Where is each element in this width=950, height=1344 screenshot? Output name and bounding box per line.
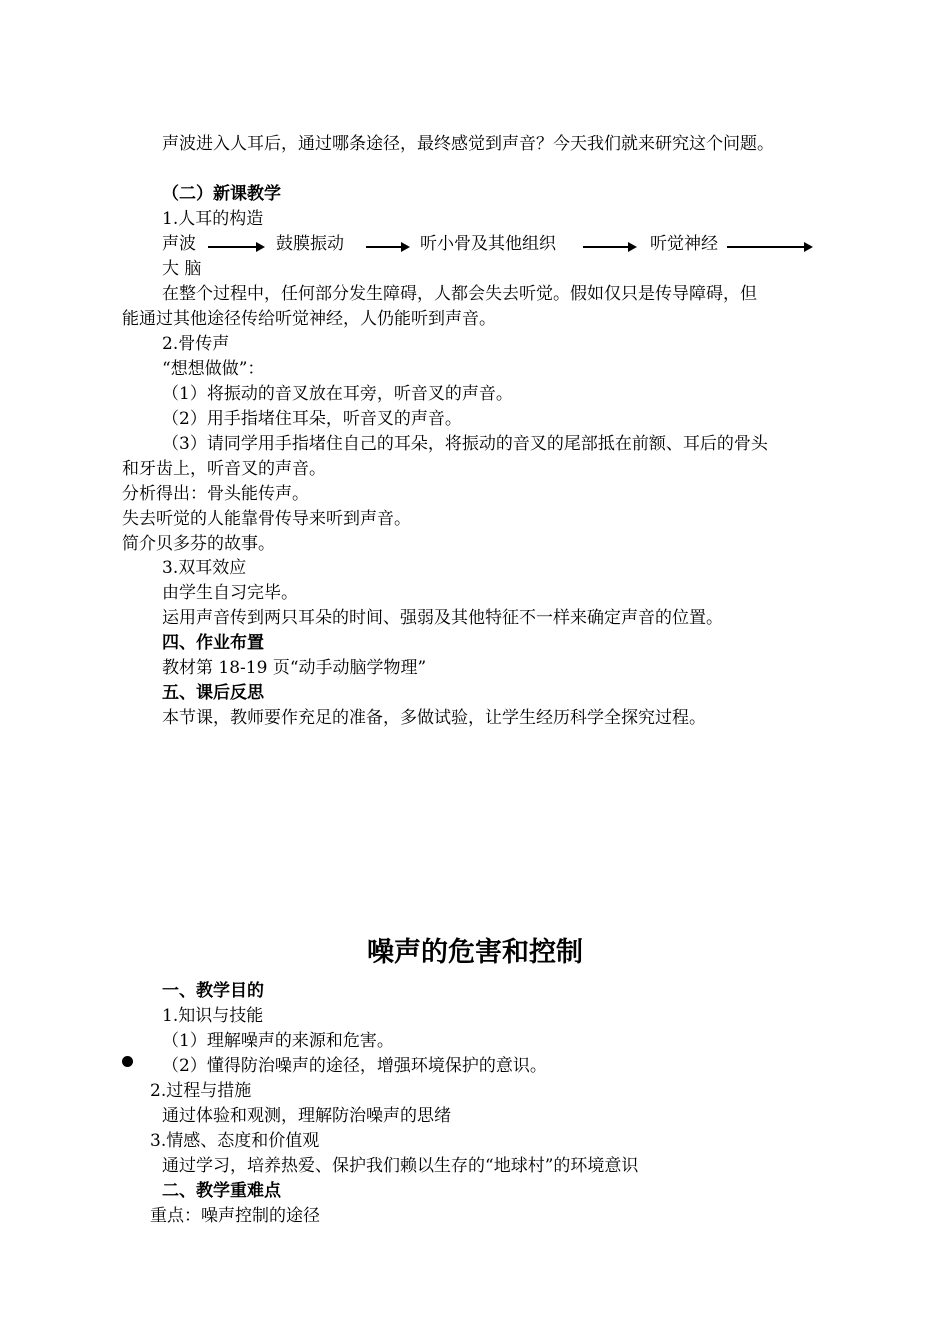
paragraph-line: 本节课，教师要作充足的准备，多做试验，让学生经历科学全探究过程。 — [162, 708, 706, 728]
flow-step-eardrum: 鼓膜振动 — [276, 234, 344, 254]
objective-item: （2）懂得防治噪声的途径，增强环境保护的意识。 — [162, 1056, 547, 1076]
flow-step-auditory-nerve: 听觉神经 — [650, 234, 718, 254]
activity-step: （3）请同学用手指堵住自己的耳朵，将振动的音叉的尾部抵在前额、耳后的骨头 — [162, 434, 768, 454]
flow-step-sound-wave: 声波 — [162, 234, 196, 254]
lesson-title: 噪声的危害和控制 — [367, 937, 583, 968]
flow-arrow — [208, 246, 263, 248]
paragraph-line: 失去听觉的人能靠骨传导来听到声音。 — [122, 509, 411, 529]
flow-step-ossicles: 听小骨及其他组织 — [420, 234, 556, 254]
intro-paragraph: 声波进入人耳后，通过哪条途径，最终感觉到声音？今天我们就来研究这个问题。 — [162, 134, 774, 154]
subheading-binaural-effect: 3.双耳效应 — [162, 558, 247, 578]
section-heading-homework: 四、作业布置 — [162, 633, 264, 653]
subheading-ear-structure: 1.人耳的构造 — [162, 209, 264, 229]
bullet-icon — [122, 1056, 133, 1067]
subheading-attitudes-values: 3.情感、态度和价值观 — [150, 1131, 320, 1151]
paragraph-line: 通过体验和观测，理解防治噪声的思绪 — [162, 1106, 451, 1126]
section-heading-objectives: 一、教学目的 — [162, 981, 264, 1001]
flow-arrow — [583, 246, 635, 248]
objective-item: （1）理解噪声的来源和危害。 — [162, 1031, 394, 1051]
paragraph-line: 由学生自习完毕。 — [162, 583, 298, 603]
activity-step: （2）用手指堵住耳朵，听音叉的声音。 — [162, 409, 462, 429]
subheading-process-methods: 2.过程与措施 — [150, 1081, 252, 1101]
paragraph-line: 分析得出：骨头能传声。 — [122, 484, 309, 504]
subheading-knowledge-skills: 1.知识与技能 — [162, 1006, 264, 1026]
section-heading-reflection: 五、课后反思 — [162, 683, 264, 703]
subheading-bone-conduction: 2.骨传声 — [162, 334, 230, 354]
paragraph-line: 通过学习，培养热爱、保护我们赖以生存的“地球村”的环境意识 — [162, 1156, 639, 1176]
paragraph-line: 运用声音传到两只耳朵的时间、强弱及其他特征不一样来确定声音的位置。 — [162, 608, 723, 628]
flow-step-brain: 大 脑 — [162, 259, 202, 279]
activity-step: 和牙齿上，听音叉的声音。 — [122, 459, 326, 479]
section-heading-new-lesson: （二）新课教学 — [162, 184, 281, 204]
paragraph-line: 重点：噪声控制的途径 — [150, 1206, 320, 1226]
flow-arrow — [366, 246, 408, 248]
paragraph-line: 教材第 18-19 页“动手动脑学物理” — [162, 658, 427, 678]
flow-arrow — [727, 246, 811, 248]
section-heading-key-points: 二、教学重难点 — [162, 1181, 281, 1201]
paragraph-line: 能通过其他途径传给听觉神经，人仍能听到声音。 — [122, 309, 496, 329]
paragraph-line: 在整个过程中，任何部分发生障碍，人都会失去听觉。假如仅只是传导障碍，但 — [162, 284, 757, 304]
activity-label: “想想做做”： — [162, 359, 265, 379]
activity-step: （1）将振动的音叉放在耳旁，听音叉的声音。 — [162, 384, 513, 404]
paragraph-line: 简介贝多芬的故事。 — [122, 534, 275, 554]
